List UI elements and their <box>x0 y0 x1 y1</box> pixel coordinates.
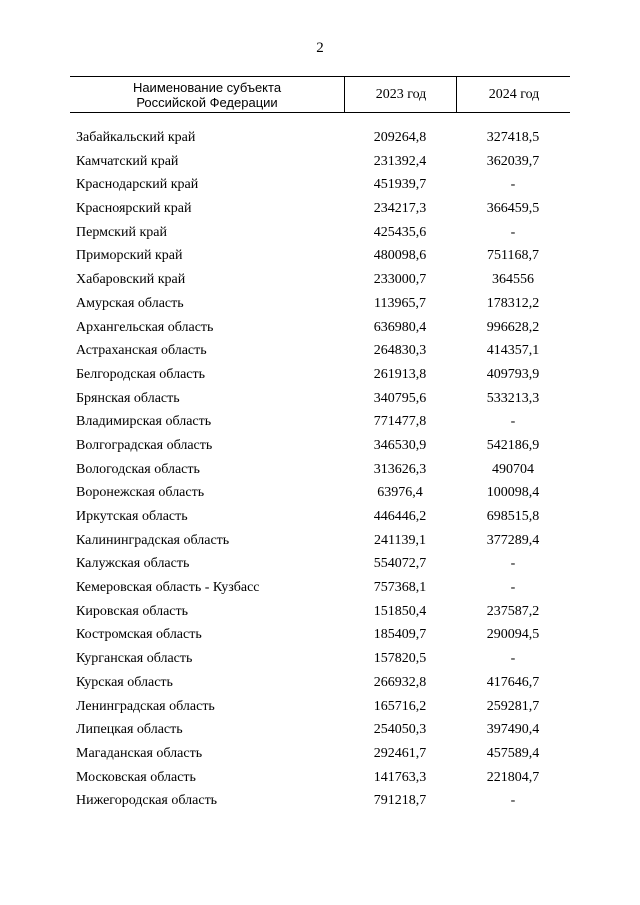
region-name: Белгородская область <box>76 366 206 382</box>
region-name: Курганская область <box>76 651 193 667</box>
table-row <box>70 623 570 647</box>
value-2023: 261913,8 <box>373 366 427 382</box>
table-header <box>70 76 570 113</box>
table-row <box>70 244 570 268</box>
value-2023: 425435,6 <box>373 224 427 240</box>
value-2023: 151850,4 <box>373 603 427 619</box>
value-2023: 113965,7 <box>374 295 426 311</box>
table-row <box>70 387 570 411</box>
region-name: Липецкая область <box>76 722 183 738</box>
region-name: Забайкальский край <box>76 130 196 145</box>
value-2024: 327418,5 <box>486 130 540 145</box>
table-row <box>70 410 570 434</box>
value-2023: 451939,7 <box>373 177 427 193</box>
value-2023: 63976,4 <box>377 485 423 501</box>
region-name: Вологодская область <box>76 461 200 477</box>
region-name: Волгоградская область <box>76 437 213 453</box>
value-2024: - <box>510 556 516 572</box>
value-2023: 165716,2 <box>373 698 427 714</box>
value-2024: 221804,7 <box>486 769 540 785</box>
value-2023: 231392,4 <box>373 153 427 169</box>
value-2024: 237587,2 <box>486 603 540 619</box>
value-2023: 346530,9 <box>373 437 427 453</box>
table-row <box>70 600 570 624</box>
region-name: Владимирская область <box>76 414 212 430</box>
region-name: Приморский край <box>76 248 183 264</box>
value-2024: - <box>510 651 516 667</box>
table-row <box>70 173 570 197</box>
region-name: Астраханская область <box>76 343 207 359</box>
value-2023: 480098,6 <box>373 248 427 264</box>
header-region-name <box>70 77 344 112</box>
region-name: Кемеровская область - Кузбасс <box>76 580 260 596</box>
header-region-name-line2: Российской Федерации <box>136 94 278 110</box>
region-name: Иркутская область <box>76 509 188 524</box>
region-name: Хабаровский край <box>76 272 186 288</box>
region-name: Пермский край <box>76 224 167 240</box>
table-row <box>70 268 570 292</box>
value-2023: 292461,7 <box>373 745 427 761</box>
value-2024: 751168,7 <box>487 248 539 264</box>
value-2024: 996628,2 <box>486 319 540 335</box>
value-2024: - <box>510 177 516 193</box>
region-name: Архангельская область <box>76 319 214 335</box>
value-2023: 636980,4 <box>373 319 427 335</box>
value-2024: 533213,3 <box>486 390 540 406</box>
value-2023: 554072,7 <box>373 556 427 572</box>
value-2023: 771477,8 <box>373 414 427 430</box>
region-name: Калининградская область <box>76 532 230 548</box>
table-row <box>70 718 570 742</box>
region-name: Костромская область <box>76 627 202 643</box>
region-name: Камчатский край <box>76 153 179 169</box>
region-name: Калужская область <box>76 556 190 572</box>
table-row <box>70 576 570 600</box>
value-2024: 457589,4 <box>486 745 540 761</box>
table-row <box>70 529 570 553</box>
value-2023: 313626,3 <box>373 461 427 477</box>
value-2023: 340795,6 <box>373 390 427 406</box>
table-row <box>70 742 570 766</box>
value-2024: 100098,4 <box>486 485 540 501</box>
region-name: Воронежская область <box>76 485 205 501</box>
table-row <box>70 671 570 695</box>
value-2023: 791218,7 <box>373 793 427 809</box>
value-2023: 264830,3 <box>373 343 427 359</box>
value-2024: 417646,7 <box>486 674 540 690</box>
value-2023: 234217,3 <box>373 201 427 217</box>
region-name: Брянская область <box>76 390 180 406</box>
region-name: Амурская область <box>76 295 184 311</box>
table-row <box>70 292 570 316</box>
value-2024: 377289,4 <box>486 532 540 548</box>
value-2023: 254050,3 <box>373 722 427 738</box>
value-2023: 209264,8 <box>373 130 427 145</box>
value-2024: 290094,5 <box>486 627 540 643</box>
table-row <box>70 766 570 790</box>
table-body <box>70 126 570 813</box>
value-2024: 542186,9 <box>486 437 540 453</box>
table-row <box>70 363 570 387</box>
value-2023: 185409,7 <box>373 627 427 643</box>
table-row <box>70 434 570 458</box>
value-2024: - <box>510 414 516 430</box>
value-2023: 141763,3 <box>373 769 427 785</box>
table-row <box>70 150 570 174</box>
value-2024: - <box>510 224 516 240</box>
value-2024: 414357,1 <box>486 343 540 359</box>
table-row <box>70 789 570 813</box>
value-2024: 259281,7 <box>486 698 540 714</box>
header-year-2024: 2024 год <box>456 77 571 112</box>
value-2024: - <box>510 580 516 596</box>
value-2024: - <box>510 793 516 809</box>
value-2023: 266932,8 <box>373 674 427 690</box>
region-name: Нижегородская область <box>76 793 218 809</box>
value-2023: 241139,1 <box>374 532 426 548</box>
value-2024: 698515,8 <box>486 509 540 524</box>
table-row <box>70 481 570 505</box>
value-2024: 362039,7 <box>486 153 540 169</box>
value-2023: 233000,7 <box>373 272 427 288</box>
table-row <box>70 505 570 529</box>
region-name: Кировская область <box>76 603 189 619</box>
table-row <box>70 126 570 150</box>
region-name: Ленинградская область <box>76 698 215 714</box>
table-row <box>70 316 570 340</box>
table-row <box>70 339 570 363</box>
page-number: 2 <box>316 40 324 56</box>
table-row <box>70 695 570 719</box>
table-row <box>70 197 570 221</box>
header-region-name-line1: Наименование субъекта <box>132 79 282 95</box>
value-2024: 178312,2 <box>486 295 540 311</box>
value-2023: 446446,2 <box>373 509 427 524</box>
value-2023: 157820,5 <box>373 651 427 667</box>
region-name: Курская область <box>76 674 173 690</box>
table-row <box>70 221 570 245</box>
value-2024: 366459,5 <box>486 201 540 217</box>
value-2024: 490704 <box>492 461 534 477</box>
header-year-2023: 2023 год <box>344 77 457 112</box>
region-name: Красноярский край <box>76 201 192 217</box>
value-2024: 364556 <box>492 272 534 288</box>
table-row <box>70 458 570 482</box>
table-row <box>70 552 570 576</box>
value-2023: 757368,1 <box>373 580 427 596</box>
value-2024: 397490,4 <box>486 722 540 738</box>
region-name: Магаданская область <box>76 745 203 761</box>
table-row <box>70 647 570 671</box>
value-2024: 409793,9 <box>486 366 540 382</box>
region-name: Краснодарский край <box>76 177 199 193</box>
region-name: Московская область <box>76 769 196 785</box>
